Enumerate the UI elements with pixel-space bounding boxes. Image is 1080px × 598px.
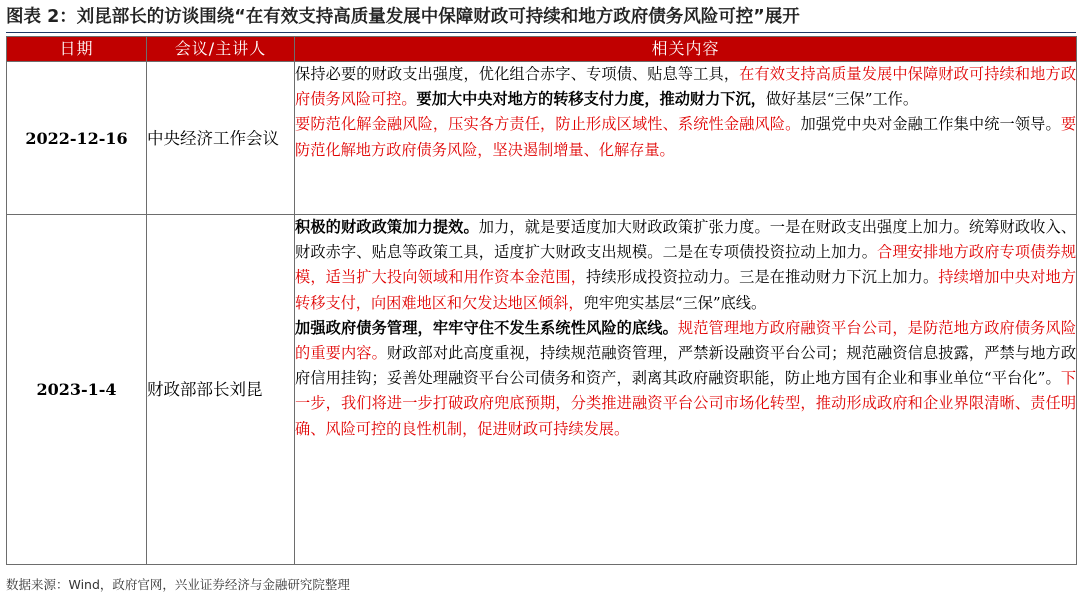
content-segment: 做好基层“三保”工作。 — [765, 90, 919, 109]
table-row — [7, 62, 1077, 215]
figure-title: 图表 2：刘昆部长的访谈围绕“在有效支持高质量发展中保障财政可持续和地方政府债务风险可控”展开 — [6, 7, 800, 27]
row-meeting: 财政部部长刘昆 — [147, 215, 295, 565]
header-content: 相关内容 — [295, 37, 1077, 62]
header-meeting: 会议/主讲人 — [147, 37, 295, 62]
row-date: 2022-12-16 — [7, 62, 147, 215]
row-date: 2023-1-4 — [7, 215, 147, 565]
row-content — [295, 215, 1077, 565]
row-content — [295, 62, 1077, 215]
table-header-row — [7, 37, 1077, 62]
content-segment: 加力，就是要适度加大财政政策扩张力度。一是在财政支出强度上加力。统筹财政收入、财政赤字、贴息等政策工具，适度扩大财政支出规模。二是在专项债投资拉动上加力。 — [295, 218, 1077, 262]
content-segment: 积极的财政政策加力提效。 — [295, 218, 479, 236]
content-segment: 加强政府债务管理，牢牢守住不发生系统性风险的底线。 — [295, 318, 678, 337]
content-segment: 兜牢兜实基层“三保”底线。 — [583, 293, 767, 312]
policy-table — [6, 36, 1077, 565]
row-meeting: 中央经济工作会议 — [147, 62, 295, 215]
content-segment: 在有效支持高质量发展中保障财政可持续和地方政府债务风险可控。 — [295, 65, 1077, 109]
content-segment: 要防范化解地方政府债务风险，坚决遏制增量、化解存量。 — [295, 115, 1077, 159]
table-row — [7, 215, 1077, 565]
content-segment: 持续形成投资拉动力。三是在推动财力下沉上加力。 — [586, 268, 939, 287]
content-segment: 下一步，我们将进一步打破政府兜底预期，分类推进融资平台公司市场化转型，推动形成政府和企业界限清晰、责任明确、风险可控的良性机制，促进财政可持续发展。 — [295, 369, 1076, 438]
content-segment: 要防范化解金融风险，压实各方责任，防止形成区域性、系统性金融风险。 — [295, 115, 801, 134]
content-segment: 合理安排地方政府专项债券规模，适当扩大投向领域和用作资本金范围， — [295, 243, 1077, 287]
source-note: 数据来源：Wind，政府官网，兴业证券经济与金融研究院整理 — [6, 577, 350, 592]
content-segment: 持续增加中央对地方转移支付，向困难地区和欠发达地区倾斜， — [295, 268, 1077, 312]
header-date: 日期 — [7, 37, 147, 62]
content-segment: 加强党中央对金融工作集中统一领导。 — [800, 115, 1061, 134]
title-rule — [6, 32, 1076, 33]
content-segment: 要加大中央对地方的转移支付力度，推动财力下沉， — [416, 90, 766, 109]
content-segment: 保持必要的财政支出强度，优化组合赤字、专项债、贴息等工具， — [295, 65, 740, 83]
content-segment: 财政部对此高度重视，持续规范融资管理，严禁新设融资平台公司；规范融资信息披露，严禁与地方政府信用挂钩；妥善处理融资平台公司债务和资产，剥离其政府融资职能，防止地方国有企业和事业单位“平台化”。 — [295, 344, 1077, 388]
content-segment: 规范管理地方政府融资平台公司，是防范地方政府债务风险的重要内容。 — [295, 318, 1077, 363]
